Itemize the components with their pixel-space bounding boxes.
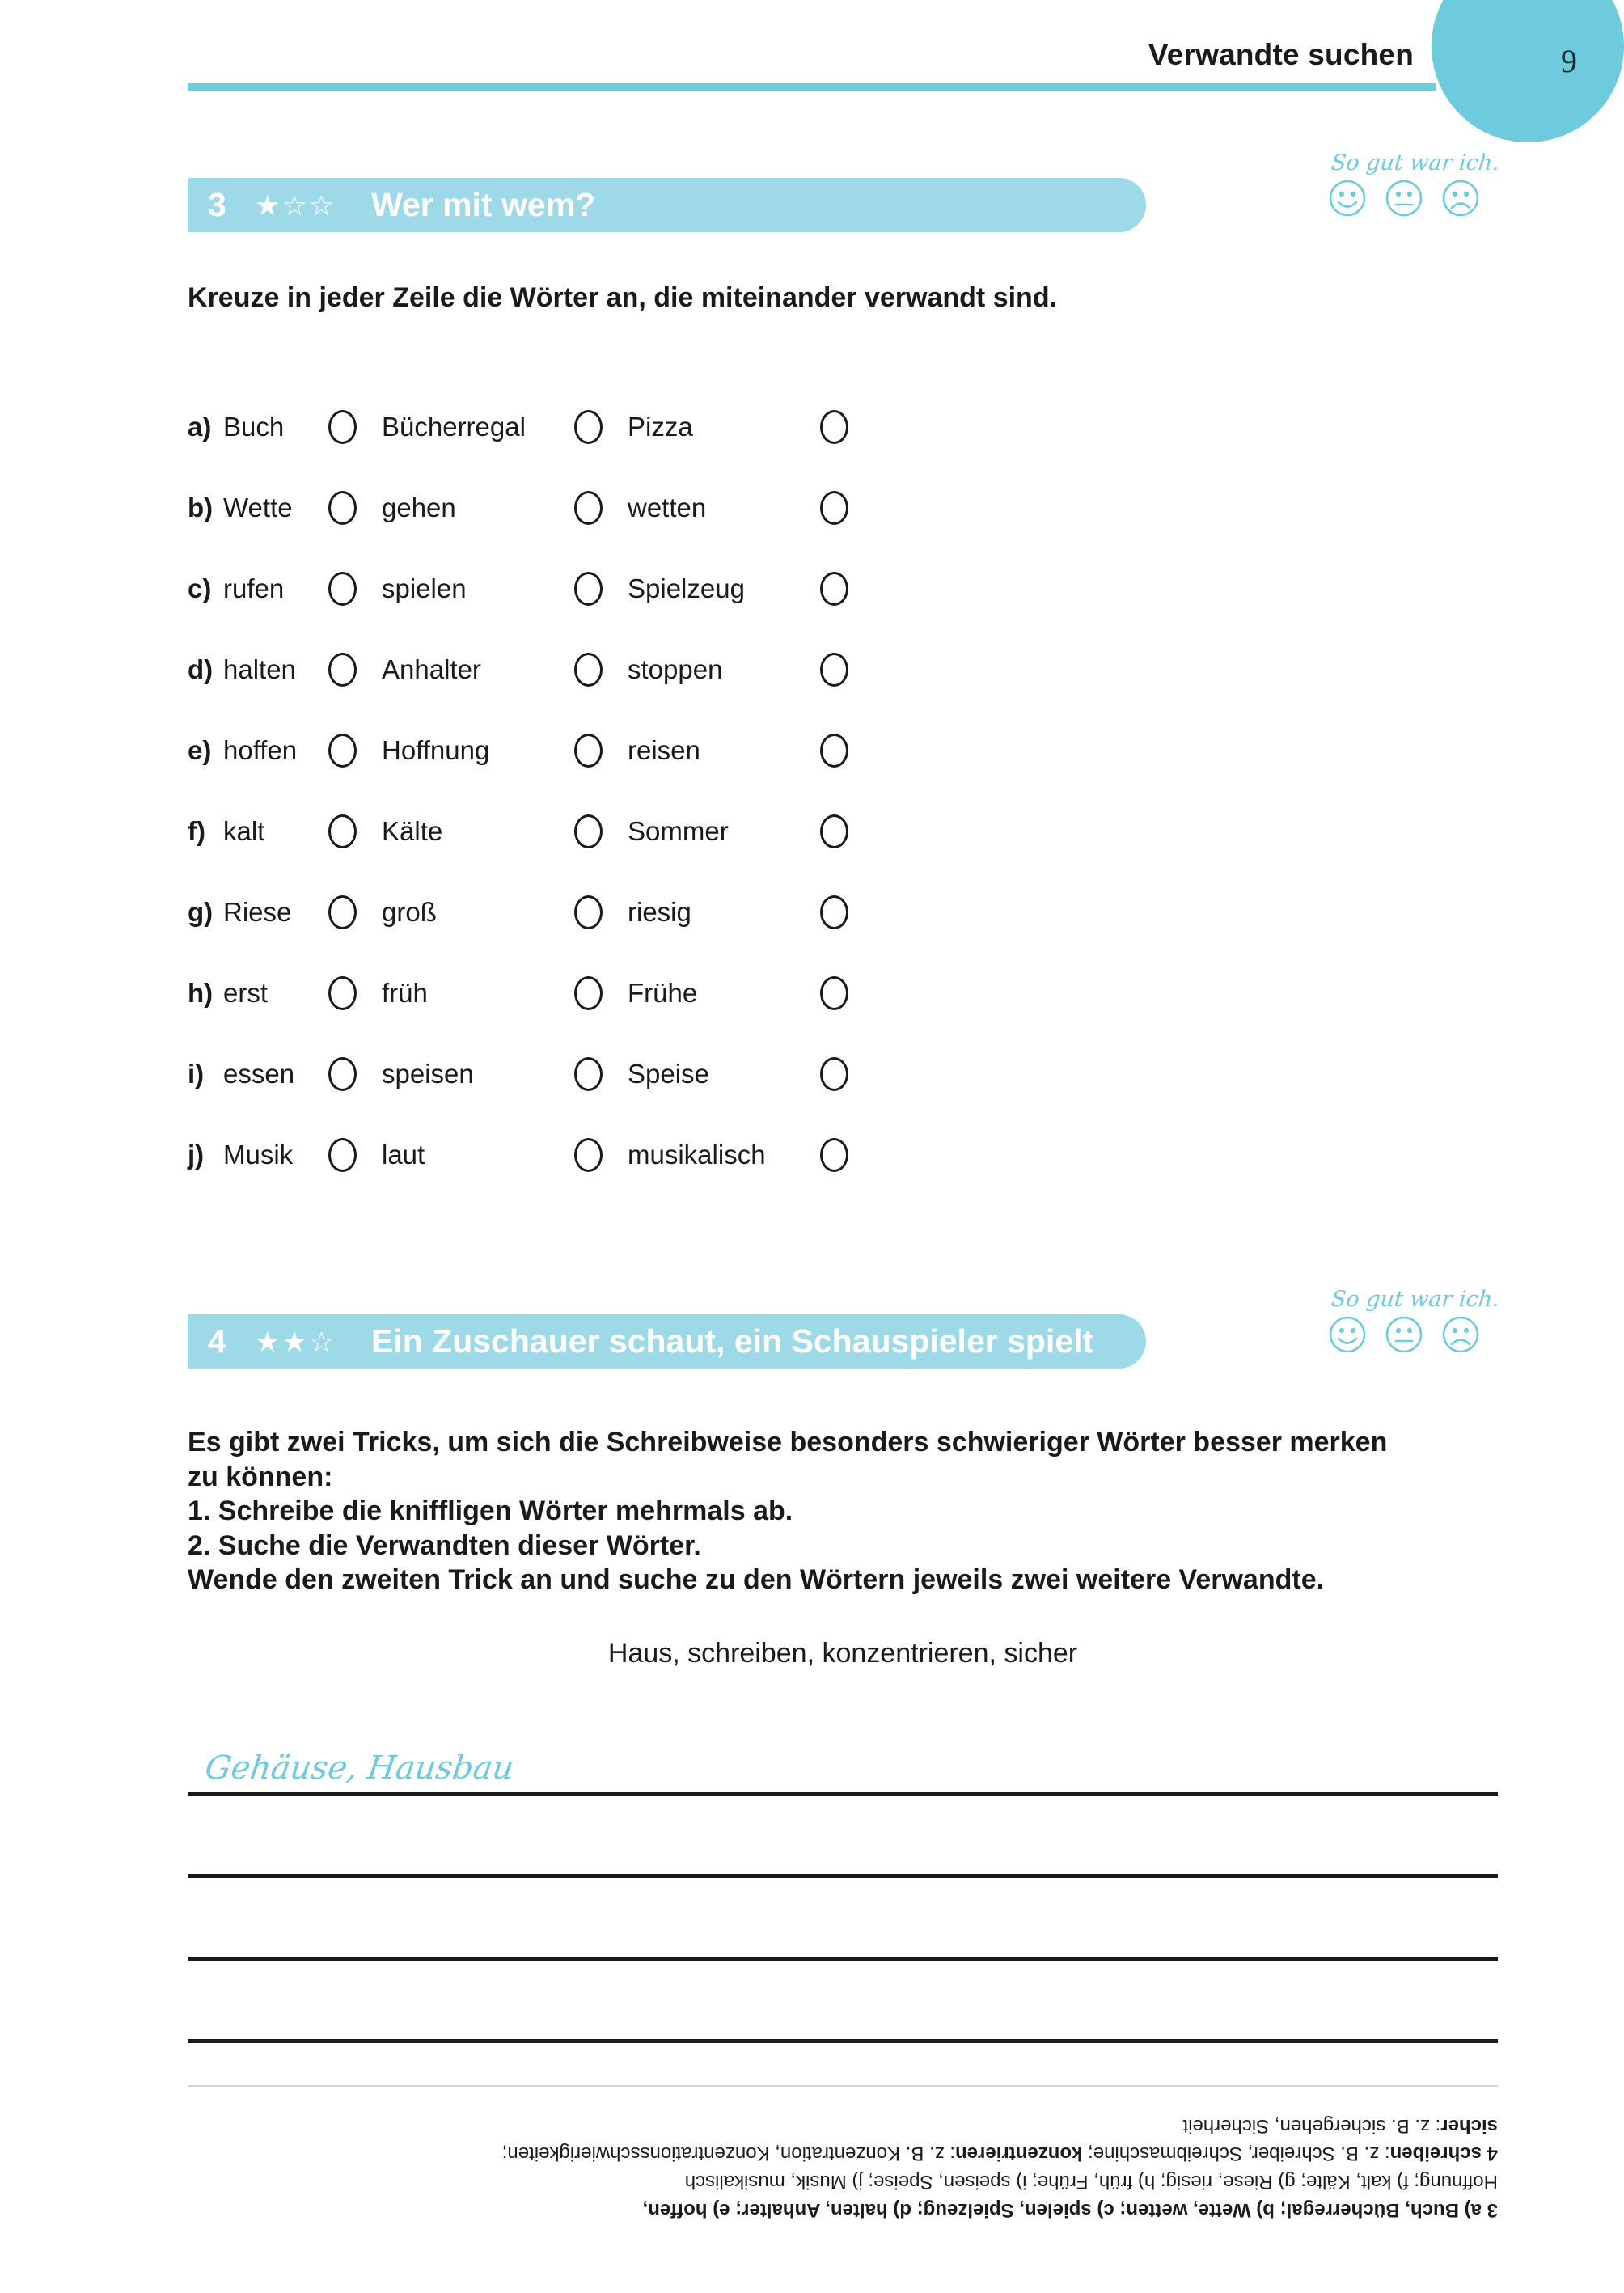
table-row [188, 1034, 873, 1115]
body-line-5: Wende den zweiten Trick an und suche zu den Wörtern jeweils zwei weitere Verwandte. [188, 1564, 1325, 1595]
body-line-2: zu können: [188, 1461, 333, 1492]
answer-bubble-cell[interactable] [328, 953, 382, 1034]
word-cell: stoppen [628, 654, 723, 684]
table-row [188, 387, 873, 467]
row-label: g) [188, 897, 214, 927]
exercise-4-header-bar [188, 1314, 1146, 1369]
exercise-3-header-bar [188, 178, 1146, 232]
answer-bubble[interactable] [574, 1138, 603, 1172]
answer-bubble-cell[interactable] [574, 548, 628, 629]
table-row [188, 953, 873, 1034]
answer-bubble[interactable] [328, 976, 357, 1010]
answer-bubble[interactable] [820, 895, 848, 929]
answer-bubble[interactable] [820, 410, 848, 444]
answer-bubble-cell[interactable] [820, 791, 873, 872]
answer-bubble[interactable] [820, 814, 848, 848]
table-row [188, 629, 873, 710]
answer-bubble-cell[interactable] [574, 387, 628, 467]
neutral-smiley-icon[interactable] [1385, 179, 1423, 218]
word-cell: rufen [223, 573, 285, 603]
answer-bubble-cell[interactable] [820, 467, 873, 548]
answer-bubble-cell[interactable] [328, 387, 382, 467]
answer-bubble[interactable] [574, 895, 603, 929]
word-cell: reisen [628, 735, 700, 765]
solution-ex4-label3: sicher [1440, 2114, 1498, 2137]
row-label: e) [188, 735, 212, 765]
solutions-key [188, 2111, 1498, 2223]
solution-ex4-label2: konzentrieren [955, 2143, 1083, 2165]
word-cell: Bücherregal [382, 412, 526, 442]
word-cell: kalt [223, 816, 265, 846]
answer-bubble[interactable] [574, 976, 603, 1010]
answer-bubble[interactable] [328, 410, 357, 444]
answer-bubble[interactable] [328, 653, 357, 687]
table-row [188, 467, 873, 548]
exercise-4-answer-area[interactable] [188, 1713, 1498, 2043]
word-cell: Speise [628, 1059, 709, 1089]
row-label: i) [188, 1059, 205, 1089]
answer-bubble[interactable] [328, 1138, 357, 1172]
answer-bubble-cell[interactable] [328, 467, 382, 548]
answer-line-1[interactable] [188, 1713, 1498, 1796]
row-label: b) [188, 493, 214, 522]
word-cell: hoffen [223, 735, 298, 765]
word-cell: Frühe [628, 978, 698, 1008]
answer-bubble[interactable] [820, 1057, 848, 1091]
self-rating-label: So gut war ich. [1330, 150, 1501, 176]
answer-bubble[interactable] [574, 491, 603, 525]
answer-bubble-cell[interactable] [328, 1115, 382, 1195]
row-label: d) [188, 654, 214, 684]
answer-bubble[interactable] [820, 1138, 848, 1172]
answer-bubble[interactable] [574, 572, 603, 606]
handwritten-answer: Gehäuse, Hausbau [202, 1749, 517, 1787]
answer-bubble-cell[interactable] [820, 629, 873, 710]
table-row [188, 548, 873, 629]
answer-bubble-cell[interactable] [574, 1034, 628, 1115]
solution-ex4-label1: 4 schreiben [1389, 2143, 1498, 2165]
solutions-divider [188, 2085, 1498, 2087]
body-line-4: 2. Suche die Verwandten dieser Wörter. [188, 1529, 701, 1561]
answer-bubble[interactable] [820, 491, 848, 525]
answer-bubble-cell[interactable] [328, 710, 382, 791]
solution-ex4-rest2: : z. B. Konzentration, Konzentrationsschwierigkeiten; [501, 2143, 956, 2165]
page-title: Verwandte suchen [1148, 38, 1414, 71]
word-cell: Buch [223, 412, 285, 442]
solution-ex4-rest3: : z. B. sichergehen, Sicherheit [1182, 2114, 1441, 2137]
body-line-1: Es gibt zwei Tricks, um sich die Schreibweise besonders schwieriger Wörter besser merken [188, 1427, 1388, 1457]
answer-bubble-cell[interactable] [574, 467, 628, 548]
word-cell: speisen [382, 1059, 474, 1089]
row-label: a) [188, 412, 212, 442]
answer-bubble-cell[interactable] [574, 953, 628, 1034]
answer-bubble[interactable] [820, 572, 848, 606]
word-cell: erst [223, 978, 269, 1008]
word-cell: Pizza [628, 412, 693, 442]
word-cell: Spielzeug [628, 573, 745, 603]
answer-bubble[interactable] [574, 653, 603, 687]
happy-smiley-icon[interactable] [1328, 179, 1367, 218]
answer-bubble-cell[interactable] [328, 629, 382, 710]
solution-line-4b [188, 2111, 1498, 2139]
page-number-circle [1432, 0, 1624, 142]
answer-bubble-cell[interactable] [574, 1115, 628, 1195]
answer-bubble-cell[interactable] [820, 1115, 873, 1195]
word-cell: groß [382, 897, 437, 927]
neutral-smiley-icon[interactable] [1385, 1315, 1423, 1354]
answer-bubble-cell[interactable] [820, 548, 873, 629]
answer-bubble[interactable] [574, 734, 603, 768]
header-divider [188, 83, 1436, 91]
exercise-4-self-rating[interactable] [1310, 1287, 1512, 1354]
answer-bubble-cell[interactable] [820, 1034, 873, 1115]
solution-line-3b: Hoffnung; f) kalt, Kälte; g) Riese, riesig; h) früh, Frühe; i) speisen, Speise; j) Musik, musikalisch [684, 2171, 1498, 2194]
word-cell: früh [382, 978, 428, 1008]
row-label: h) [188, 978, 214, 1008]
solution-ex4-rest1: : z. B. Schreiber, Schreibmaschine; [1082, 2143, 1390, 2165]
answer-bubble-cell[interactable] [328, 1034, 382, 1115]
table-row [188, 872, 873, 953]
answer-bubble[interactable] [574, 410, 603, 444]
word-cell: riesig [628, 897, 691, 927]
row-label: j) [188, 1140, 205, 1170]
exercise-3-difficulty-stars: ★☆☆ [255, 190, 336, 222]
answer-bubble[interactable] [820, 653, 848, 687]
body-line-3: 1. Schreibe die kniffligen Wörter mehrmals ab. [188, 1496, 793, 1526]
word-cell: spielen [382, 573, 467, 603]
word-cell: Musik [223, 1140, 294, 1170]
word-cell: Anhalter [382, 654, 481, 684]
answer-bubble-cell[interactable] [574, 791, 628, 872]
table-row [188, 710, 873, 791]
answer-bubble-cell[interactable] [820, 387, 873, 467]
word-cell: Hoffnung [382, 735, 490, 765]
page-header [0, 0, 1624, 97]
self-rating-label: So gut war ich. [1330, 1287, 1501, 1312]
word-cell: essen [223, 1059, 295, 1089]
word-cell: Riese [223, 897, 292, 927]
exercise-4-difficulty-stars: ★★☆ [255, 1326, 336, 1358]
answer-line-2[interactable] [188, 1796, 1498, 1878]
answer-bubble-cell[interactable] [574, 710, 628, 791]
row-label: c) [188, 573, 212, 603]
answer-bubble-cell[interactable] [574, 629, 628, 710]
word-cell: laut [382, 1140, 425, 1170]
word-cell: Wette [223, 493, 293, 522]
exercise-4-title: Ein Zuschauer schaut, ein Schauspieler spielt [371, 1322, 1094, 1360]
exercise-3-title: Wer mit wem? [371, 186, 596, 223]
solution-line-3a [188, 2195, 1498, 2223]
answer-bubble[interactable] [328, 895, 357, 929]
answer-bubble-cell[interactable] [820, 953, 873, 1034]
sad-smiley-icon[interactable] [1441, 1315, 1480, 1354]
exercise-3-self-rating[interactable] [1310, 150, 1512, 218]
answer-bubble[interactable] [328, 814, 357, 848]
row-label: f) [188, 816, 205, 846]
answer-bubble-cell[interactable] [328, 791, 382, 872]
answer-bubble[interactable] [328, 734, 357, 768]
answer-bubble-cell[interactable] [820, 872, 873, 953]
exercise-3-instruction: Kreuze in jeder Zeile die Wörter an, die miteinander verwandt sind. [188, 282, 1058, 313]
answer-bubble-cell[interactable] [820, 710, 873, 791]
answer-bubble[interactable] [820, 734, 848, 768]
answer-bubble-cell[interactable] [574, 872, 628, 953]
answer-bubble[interactable] [328, 572, 357, 606]
answer-bubble[interactable] [328, 1057, 357, 1091]
exercise-4-word-list: Haus, schreiben, konzentrieren, sicher [607, 1638, 1078, 1669]
word-relation-table [188, 387, 873, 1195]
answer-bubble[interactable] [328, 491, 357, 525]
word-cell: Sommer [628, 816, 729, 846]
answer-bubble[interactable] [574, 814, 603, 848]
answer-bubble[interactable] [820, 976, 848, 1010]
word-cell: gehen [382, 493, 456, 522]
table-row [188, 791, 873, 872]
exercise-4-number: 4 [208, 1322, 226, 1360]
exercise-4-body [188, 1425, 1498, 1597]
solution-ex3-line1: 3 a) Buch, Bücherregal; b) Wette, wetten; c) spielen, Spielzeug; d) halten, Anhalter; e) hoffen, [642, 2199, 1498, 2222]
solution-line-4a [188, 2139, 1498, 2168]
answer-bubble-cell[interactable] [328, 872, 382, 953]
word-cell: musikalisch [628, 1140, 766, 1170]
answer-line-3[interactable] [188, 1878, 1498, 1961]
answer-line-4[interactable] [188, 1961, 1498, 2043]
table-row [188, 1115, 873, 1195]
happy-smiley-icon[interactable] [1328, 1315, 1367, 1354]
word-cell: halten [223, 654, 296, 684]
page-number: 9 [1561, 43, 1577, 79]
answer-bubble-cell[interactable] [328, 548, 382, 629]
word-cell: Kälte [382, 816, 443, 846]
word-cell: wetten [628, 493, 707, 522]
exercise-3-number: 3 [208, 186, 226, 223]
answer-bubble[interactable] [574, 1057, 603, 1091]
sad-smiley-icon[interactable] [1441, 179, 1480, 218]
